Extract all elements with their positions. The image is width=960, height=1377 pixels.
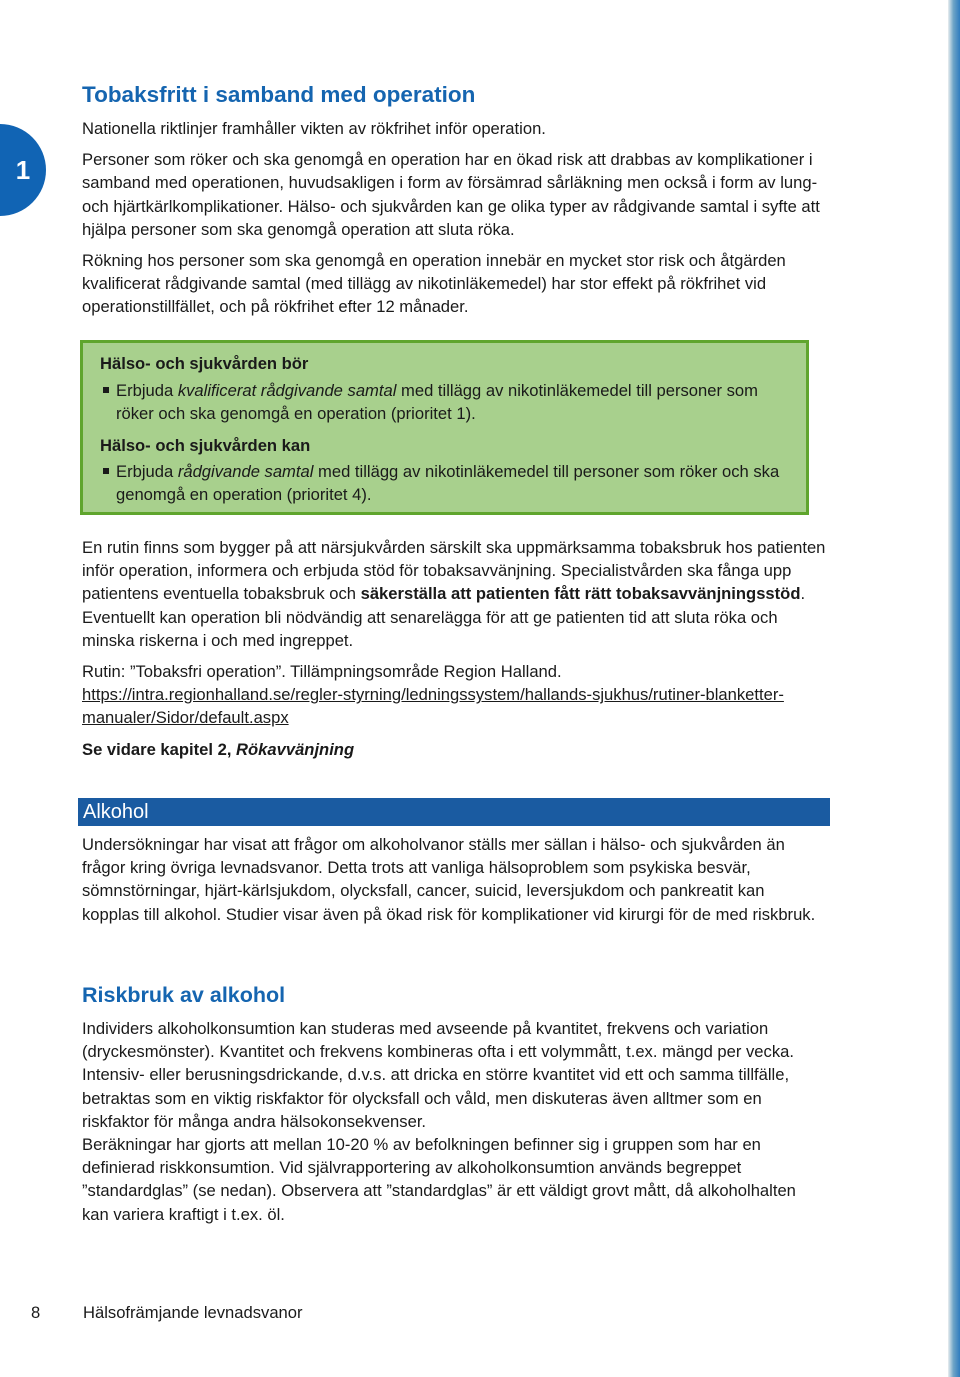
recommendation-item: Erbjuda rådgivande samtal med tillägg av nikotinläkemedel till personer som röker och ska genomgå en operation (prioritet 4).	[116, 460, 796, 507]
chapter-number: 1	[15, 154, 31, 185]
paragraph: Individers alkoholkonsumtion kan studeras med avseende på kvantitet, frekvens och variation (dryckesmönster). Kvantitet och frekvens kombineras ofta i ett volymmått, t.ex. mängd per vecka. Intensiv- eller berusningsdrickande, d.v.s. att dricka en större kvantitet vid ett och samma tillfälle, betraktas som en viktig riskfaktor för olycksfall och våld, men diskuteras även alltmer som en riskfaktor för många andra hälsokonsekvenser.	[82, 1019, 794, 1131]
section-title-alkohol: Alkohol	[83, 801, 149, 823]
section-tobaksfritt-body	[82, 117, 826, 319]
paragraph: Beräkningar har gjorts att mellan 10-20 % av befolkningen befinner sig i gruppen som har en definierad riskkonsumtion. Vid självrapportering av alkoholkonsumtion används begreppet ”standardglas” (se nedan). Observera att ”standardglas” är ett väldigt grovt mått, då alkoholhalten kan variera kraftigt i t.ex. öl.	[82, 1135, 796, 1224]
paragraph: Rökning hos personer som ska genomgå en operation innebär en mycket stor risk och åtgärden kvalificerat rådgivande samtal (med tillägg av nikotinläkemedel) har stor effekt på rökfrihet vid operationstillfället, och på rökfrihet efter 12 månader.	[82, 251, 786, 317]
paragraph: En rutin finns som bygger på att närsjukvården särskilt ska uppmärksamma tobaksbruk hos patienten inför operation, informera och erbjuda stöd för tobaksavvänjning. Specialistvården ska fånga upp patientens eventuella tobaksbruk och säkerställa att patienten fått rätt tobaksavvänjningsstöd. Eventuellt kan operation bli nödvändig att senarelägga för att ge patienten tid att sluta röka och minska riskerna i och med ingreppet.	[82, 538, 826, 650]
routine-link-wrap	[82, 683, 826, 729]
recommendation-box	[80, 340, 809, 515]
see-also: Se vidare kapitel 2, Rökavvänjning	[82, 739, 355, 759]
running-footer-title: Hälsofrämjande levnadsvanor	[83, 1303, 303, 1322]
bullet-square-icon	[103, 387, 109, 393]
recommendation-item: Erbjuda kvalificerat rådgivande samtal med tillägg av nikotinläkemedel till personer som röker och ska genomgå en operation (prioritet 1).	[116, 379, 796, 426]
paragraph: Nationella riktlinjer framhåller vikten av rökfrihet inför operation.	[82, 119, 546, 138]
routine-reference: Rutin: ”Tobaksfri operation”. Tillämpningsområde Region Halland.	[82, 662, 562, 682]
section-bar-alkohol	[78, 798, 830, 826]
section-title-riskbruk: Riskbruk av alkohol	[82, 983, 286, 1007]
recommendation-heading: Hälso- och sjukvården bör	[100, 354, 309, 373]
recommendation-heading: Hälso- och sjukvården kan	[100, 436, 311, 455]
page-edge-stripe	[948, 0, 960, 1377]
section-title-tobaksfritt: Tobaksfritt i samband med operation	[82, 82, 476, 107]
alkohol-body	[82, 833, 826, 926]
riskbruk-body	[82, 1017, 826, 1226]
paragraph: Personer som röker och ska genomgå en operation har en ökad risk att drabbas av komplikationer i samband med operationen, huvudsakligen i form av försämrad sårläkning men också i form av lung- och hjärtkärlkomplikationer. Hälso- och sjukvården kan ge olika typer av rådgivande samtal i syfte att hjälpa personer som ska genomgå operation att sluta röka.	[82, 150, 820, 239]
paragraph: Undersökningar har visat att frågor om alkoholvanor ställs mer sällan i hälso- och sjukvården än frågor kring övriga levnadsvanor. Detta trots att vanliga hälsoproblem som psykiska besvär, sömnstörningar, hjärt-kärlsjukdom, olycksfall, cancer, suicid, leversjukdom och pankreatit kan kopplas till alkohol. Studier visar även på ökad risk för komplikationer vid kirurgi för de med riskbruk.	[82, 835, 816, 924]
page-number: 8	[31, 1303, 41, 1322]
bullet-square-icon	[103, 468, 109, 474]
rutin-section	[82, 536, 826, 761]
routine-link[interactable]: https://intra.regionhalland.se/regler-styrning/ledningssystem/hallands-sjukhus/rutiner-blanketter-manualer/Sidor/default.aspx	[82, 685, 784, 728]
